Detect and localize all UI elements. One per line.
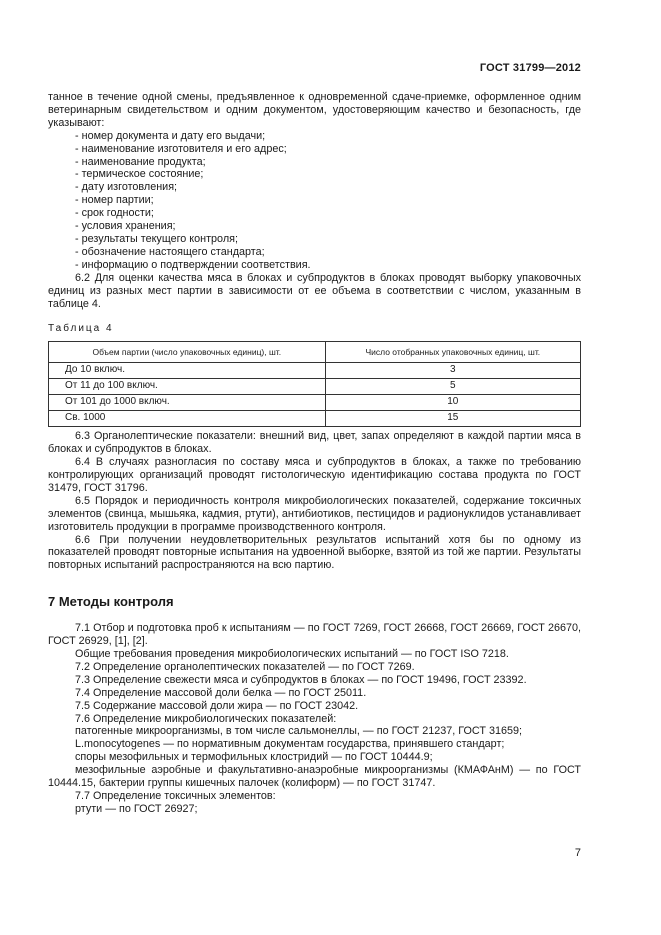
list-item: - наименование изготовителя и его адрес; [48, 143, 581, 156]
list-item: - дату изготовления; [48, 181, 581, 194]
list-item: - наименование продукта; [48, 156, 581, 169]
list-item: - обозначение настоящего стандарта; [48, 246, 581, 259]
column-header-sample-count: Число отобранных упаковочных единиц, шт. [325, 342, 580, 363]
paragraph-6-6: 6.6 При получении неудовлетворительных результатов испытаний хотя бы по одному из показателей проводят повторные испытания на удвоенной выборке, взятой из той же партии. Результаты повторных испытаний распространяются на всю партию. [48, 533, 581, 572]
paragraph-6-3: 6.3 Органолептические показатели: внешний вид, цвет, запах определяют в каждой партии мяса в блоках и субпродуктов в блоках. [48, 430, 581, 456]
paragraph-pathogens: патогенные микроорганизмы, в том числе сальмонеллы, — по ГОСТ 21237, ГОСТ 31659; [75, 725, 522, 738]
paragraph-7-3: 7.3 Определение свежести мяса и субпродуктов в блоках — по ГОСТ 19496, ГОСТ 23392. [75, 673, 527, 686]
table-header-row [49, 342, 581, 363]
document-details-list [48, 130, 581, 272]
paragraph-clostridia: споры мезофильных и термофильных клостридий — по ГОСТ 10444.9; [75, 751, 433, 764]
list-item: - номер партии; [48, 194, 581, 207]
table-caption: Таблица 4 [48, 323, 114, 335]
sample-count-cell: 10 [325, 395, 580, 411]
sample-count-cell: 15 [325, 411, 580, 427]
paragraph-6-5: 6.5 Порядок и периодичность контроля микробиологических показателей, содержание токсичных элементов (свинца, мышьяка, кадмия, ртути), антибиотиков, пестицидов и радионуклидов устанавливает изготовитель продукции в программе производственного контроля. [48, 494, 581, 533]
list-item: - информацию о подтверждении соответствия. [48, 259, 581, 272]
table-row [49, 379, 581, 395]
paragraph-6-2: 6.2 Для оценки качества мяса в блоках и субпродуктов в блоках проводят выборку упаковочных единиц из разных мест партии в зависимости от ее объема в соответствии с числом, указанным в таблице 4. [48, 271, 581, 310]
list-item: - термическое состояние; [48, 168, 581, 181]
lot-volume-cell: От 11 до 100 включ. [49, 379, 326, 395]
paragraph-6-4: 6.4 В случаях разногласия по составу мяса и субпродуктов в блоках, а также по требованию контролирующих организаций проводят гистологическую идентификацию состава продукта по ГОСТ 31479, ГОСТ 31796. [48, 456, 581, 494]
section-7-title: 7 Методы контроля [48, 594, 174, 610]
list-item: - условия хранения; [48, 220, 581, 233]
standard-header: ГОСТ 31799—2012 [479, 62, 581, 74]
sample-count-cell: 5 [325, 379, 580, 395]
paragraph-7-6: 7.6 Определение микробиологических показателей: [75, 712, 337, 725]
paragraph-7-7: 7.7 Определение токсичных элементов: [75, 789, 276, 802]
table-row [49, 363, 581, 379]
table-row [49, 395, 581, 411]
lot-volume-cell: Св. 1000 [49, 411, 326, 427]
paragraph-mercury: ртути — по ГОСТ 26927; [75, 802, 198, 815]
sampling-table [48, 341, 581, 427]
paragraph-general-requirements: Общие требования проведения микробиологических испытаний — по ГОСТ ISO 7218. [75, 648, 509, 660]
paragraph-7-2: 7.2 Определение органолептических показателей — по ГОСТ 7269. [75, 660, 415, 673]
list-item: - срок годности; [48, 207, 581, 220]
paragraph-7-1: 7.1 Отбор и подготовка проб к испытаниям — по ГОСТ 7269, ГОСТ 26668, ГОСТ 26669, ГОСТ 26670, ГОСТ 26929, [1], [2]. [48, 622, 581, 648]
paragraph-7-4: 7.4 Определение массовой доли белка — по ГОСТ 25011. [75, 686, 367, 699]
page-number: 7 [574, 847, 581, 859]
table-row [49, 411, 581, 427]
paragraph-listeria: L.monocytogenes — по нормативным документам государства, принявшего стандарт; [75, 738, 505, 751]
list-item: - результаты текущего контроля; [48, 233, 581, 246]
list-item: - номер документа и дату его выдачи; [48, 130, 581, 143]
page-content [48, 91, 581, 816]
column-header-lot-volume: Объем партии (число упаковочных единиц), шт. [49, 342, 326, 363]
lot-volume-cell: От 101 до 1000 включ. [49, 395, 326, 411]
paragraph-kmafanm: мезофильные аэробные и факультативно-анаэробные микроорганизмы (КМАФАнМ) — по ГОСТ 10444.15, бактерии группы кишечных палочек (колиформ) — по ГОСТ 31747. [48, 764, 581, 790]
intro-paragraph: танное в течение одной смены, предъявленное к одновременной сдаче-приемке, оформленное одним ветеринарным свидетельством и одним документом, удостоверяющим качество и безопасность, где указывают: [48, 91, 581, 129]
paragraph-7-5: 7.5 Содержание массовой доли жира — по ГОСТ 23042. [75, 699, 359, 712]
lot-volume-cell: До 10 включ. [49, 363, 326, 379]
sample-count-cell: 3 [325, 363, 580, 379]
